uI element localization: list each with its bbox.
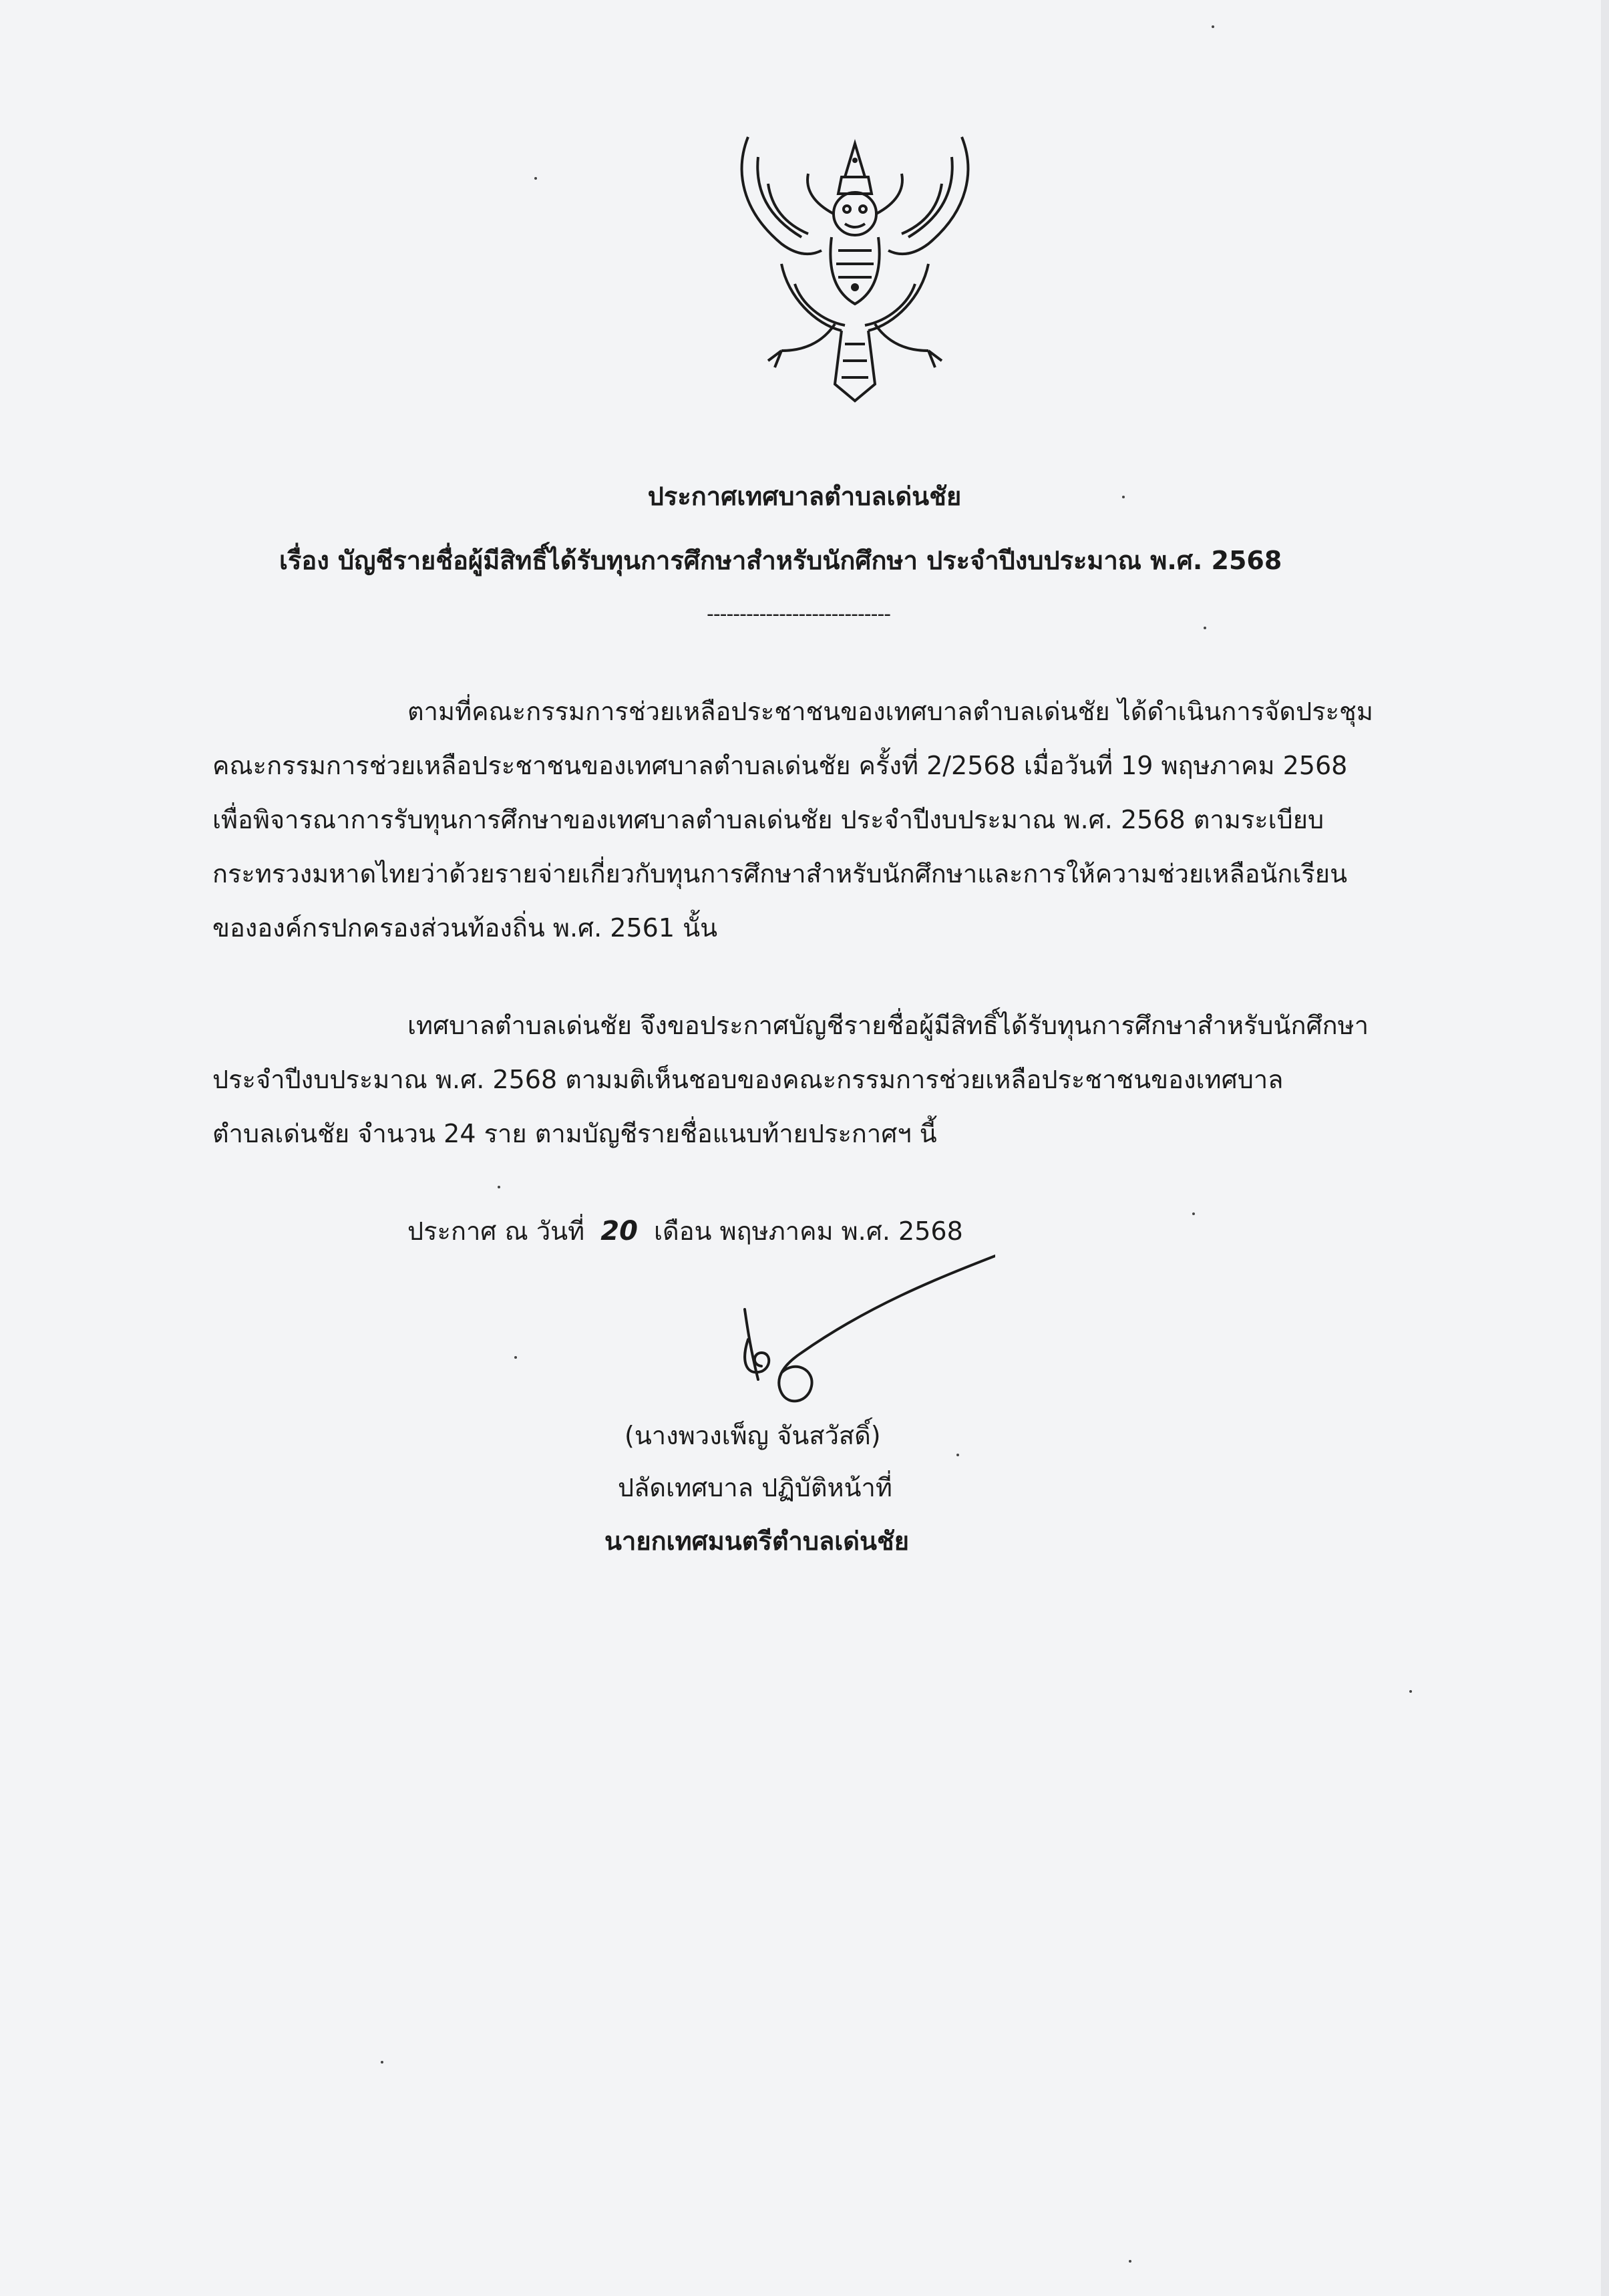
paper-speck bbox=[1129, 2260, 1131, 2263]
paper-speck bbox=[1192, 1212, 1195, 1215]
paper-speck bbox=[1122, 496, 1125, 498]
signatory-position-2: นายกเทศมนตรีตำบลเด่นชัย bbox=[604, 1526, 909, 1556]
announce-suffix: เดือน พฤษภาคม พ.ศ. 2568 bbox=[654, 1216, 963, 1246]
paper-speck bbox=[498, 1186, 500, 1188]
announce-day: 20 bbox=[600, 1216, 638, 1247]
signature-scribble-icon bbox=[715, 1253, 995, 1420]
announce-prefix: ประกาศ ณ วันที่ bbox=[407, 1216, 585, 1246]
paragraph-2-line-1: เทศบาลตำบลเด่นชัย จึงขอประกาศบัญชีรายชื่อผู้มีสิทธิ์ได้รับทุนการศึกษาสำหรับนักศึกษา bbox=[407, 1011, 1369, 1040]
document-title: ประกาศเทศบาลตำบลเด่นชัย bbox=[647, 482, 962, 511]
paper-speck bbox=[1409, 1690, 1412, 1693]
paper-speck bbox=[514, 1356, 517, 1359]
paper-speck bbox=[534, 177, 537, 180]
page-edge bbox=[1601, 0, 1609, 2296]
paragraph-1-line-5: ขององค์กรปกครองส่วนท้องถิ่น พ.ศ. 2561 นั้น bbox=[212, 913, 718, 943]
garuda-emblem-icon bbox=[721, 130, 989, 411]
paragraph-2-line-2: ประจำปีงบประมาณ พ.ศ. 2568 ตามมติเห็นชอบของคณะกรรมการช่วยเหลือประชาชนของเทศบาล bbox=[212, 1065, 1284, 1094]
paragraph-1-line-2: คณะกรรมการช่วยเหลือประชาชนของเทศบาลตำบลเด่นชัย ครั้งที่ 2/2568 เมื่อวันที่ 19 พฤษภาคม 2568 bbox=[212, 751, 1348, 780]
paragraph-1-line-1: ตามที่คณะกรรมการช่วยเหลือประชาชนของเทศบาลตำบลเด่นชัย ได้ดำเนินการจัดประชุม bbox=[407, 697, 1373, 726]
paper-speck bbox=[1212, 25, 1214, 28]
paragraph-1-line-4: กระทรวงมหาดไทยว่าด้วยรายจ่ายเกี่ยวกับทุนการศึกษาสำหรับนักศึกษาและการให้ความช่วยเหลือนักเรียน bbox=[212, 859, 1348, 888]
paper-speck bbox=[956, 1454, 959, 1456]
signatory-name: (นางพวงเพ็ญ จันสวัสดิ์) bbox=[624, 1421, 881, 1450]
document-subject: เรื่อง บัญชีรายชื่อผู้มีสิทธิ์ได้รับทุนการศึกษาสำหรับนักศึกษา ประจำปีงบประมาณ พ.ศ. 2568 bbox=[279, 546, 1282, 575]
paragraph-2-line-3: ตำบลเด่นชัย จำนวน 24 ราย ตามบัญชีรายชื่อแนบท้ายประกาศฯ นี้ bbox=[212, 1119, 937, 1148]
signatory-position-1: ปลัดเทศบาล ปฏิบัติหน้าที่ bbox=[618, 1473, 892, 1502]
announce-date bbox=[407, 1210, 963, 1251]
title-separator: ---------------------------- bbox=[707, 603, 891, 626]
paper-speck bbox=[381, 2061, 383, 2064]
paragraph-1-line-3: เพื่อพิจารณาการรับทุนการศึกษาของเทศบาลตำบลเด่นชัย ประจำปีงบประมาณ พ.ศ. 2568 ตามระเบียบ bbox=[212, 805, 1324, 834]
paper-speck bbox=[1204, 627, 1206, 629]
